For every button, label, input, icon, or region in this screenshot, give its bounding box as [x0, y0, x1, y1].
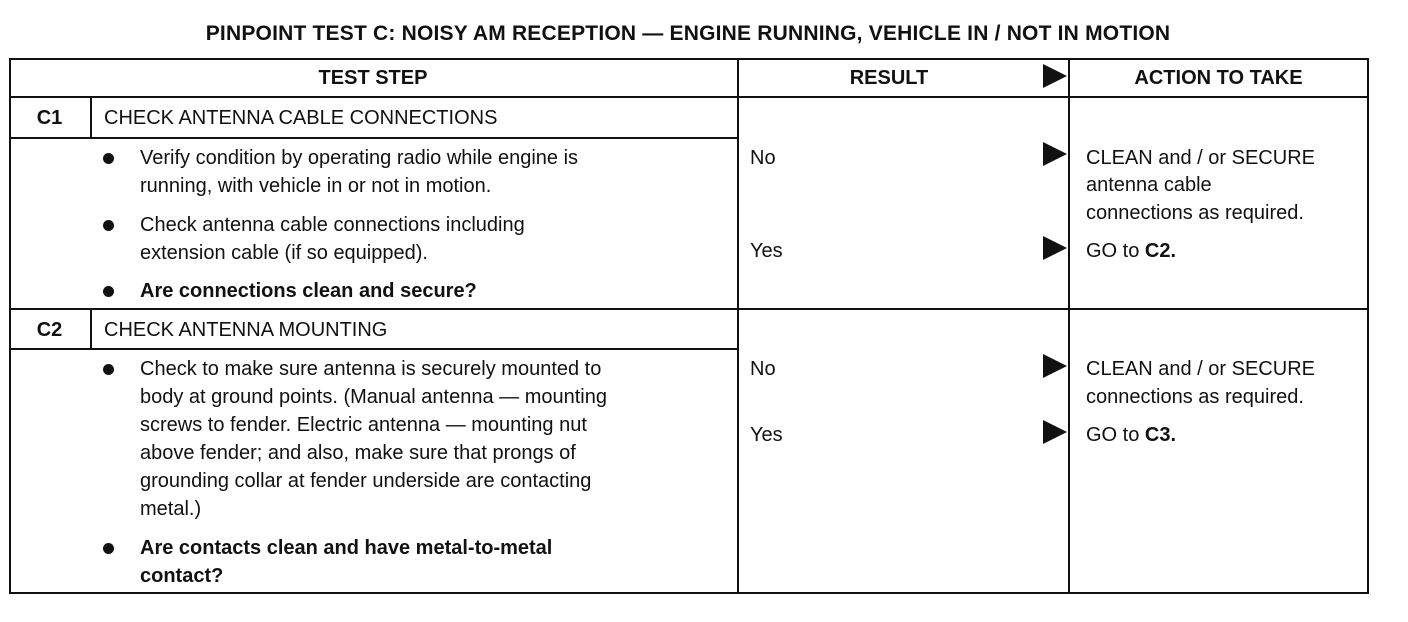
c1-action-no-line-1: CLEAN and / or SECURE — [1086, 147, 1315, 169]
c1-result-no: No — [750, 147, 776, 169]
c1-action-no-line-2: antenna cable — [1086, 174, 1212, 196]
c2-bullet-1-line-6: metal.) — [140, 498, 202, 520]
right-triangle-icon — [1043, 354, 1067, 378]
c2-bullet-1-line-2: body at ground points. (Manual antenna — mounting — [140, 386, 607, 408]
table-border-c1-heading — [9, 137, 738, 139]
bullet-icon — [103, 153, 114, 164]
right-triangle-icon — [1043, 64, 1067, 88]
c2-bullet-1-line-4: above fender; and also, make sure that prongs of — [140, 442, 576, 464]
table-border-right — [1367, 58, 1369, 594]
bullet-icon — [103, 220, 114, 231]
c2-result-no: No — [750, 358, 776, 380]
right-triangle-icon — [1043, 236, 1067, 260]
bullet-icon — [103, 364, 114, 375]
c2-bullet-1-line-5: grounding collar at fender underside are contacting — [140, 470, 592, 492]
table-border-header — [9, 96, 1369, 98]
step-heading-c1: CHECK ANTENNA CABLE CONNECTIONS — [104, 107, 498, 129]
c1-action-yes — [1086, 237, 1176, 265]
table-divider-step — [737, 58, 739, 594]
right-triangle-icon — [1043, 142, 1067, 166]
step-id-c2: C2 — [36, 319, 63, 341]
step-heading-c2: CHECK ANTENNA MOUNTING — [104, 319, 388, 341]
c1-bullet-1-line-1: Verify condition by operating radio while engine is — [140, 147, 579, 169]
c2-action-yes-ref: C3. — [1144, 424, 1177, 446]
c1-action-no-line-3: connections as required. — [1086, 202, 1304, 224]
table-border-top — [9, 58, 1369, 60]
right-triangle-icon — [1043, 420, 1067, 444]
c2-action-no-line-2: connections as required. — [1086, 386, 1304, 408]
table-border-bottom — [9, 592, 1369, 594]
table-border-c1-end — [9, 308, 1369, 310]
c2-bullet-1-line-3: screws to fender. Electric antenna — mounting nut — [140, 414, 587, 436]
table-divider-c2-id — [90, 308, 92, 350]
c2-bullet-1-line-1: Check to make sure antenna is securely mounted to — [140, 358, 602, 380]
bullet-icon — [103, 286, 114, 297]
c1-action-yes-ref: C2. — [1144, 240, 1177, 262]
table-divider-c1-id — [90, 96, 92, 138]
page-title: PINPOINT TEST C: NOISY AM RECEPTION — ENGINE RUNNING, VEHICLE IN / NOT IN MOTION — [205, 22, 1171, 45]
bullet-icon — [103, 543, 114, 554]
header-result: RESULT — [849, 67, 929, 89]
c2-bullet-2-line-2: contact? — [140, 565, 224, 587]
c2-action-no-line-1: CLEAN and / or SECURE — [1086, 358, 1315, 380]
c2-action-yes-prefix: GO to — [1086, 424, 1145, 446]
c1-bullet-1-line-2: running, with vehicle in or not in motion. — [140, 175, 492, 197]
c1-bullet-2-line-1: Check antenna cable connections including — [140, 214, 525, 236]
c1-result-yes: Yes — [750, 240, 783, 262]
c1-bullet-2-line-2: extension cable (if so equipped). — [140, 242, 428, 264]
table-divider-action — [1068, 58, 1070, 594]
table-border-c2-heading — [9, 348, 738, 350]
c1-action-yes-prefix: GO to — [1086, 240, 1145, 262]
c2-bullet-2-line-1: Are contacts clean and have metal-to-metal — [140, 537, 553, 559]
header-action: ACTION TO TAKE — [1134, 67, 1303, 89]
step-id-c1: C1 — [36, 107, 63, 129]
header-test-step: TEST STEP — [318, 67, 428, 89]
c2-result-yes: Yes — [750, 424, 783, 446]
c2-action-yes — [1086, 421, 1176, 449]
c1-bullet-3: Are connections clean and secure? — [140, 280, 477, 302]
